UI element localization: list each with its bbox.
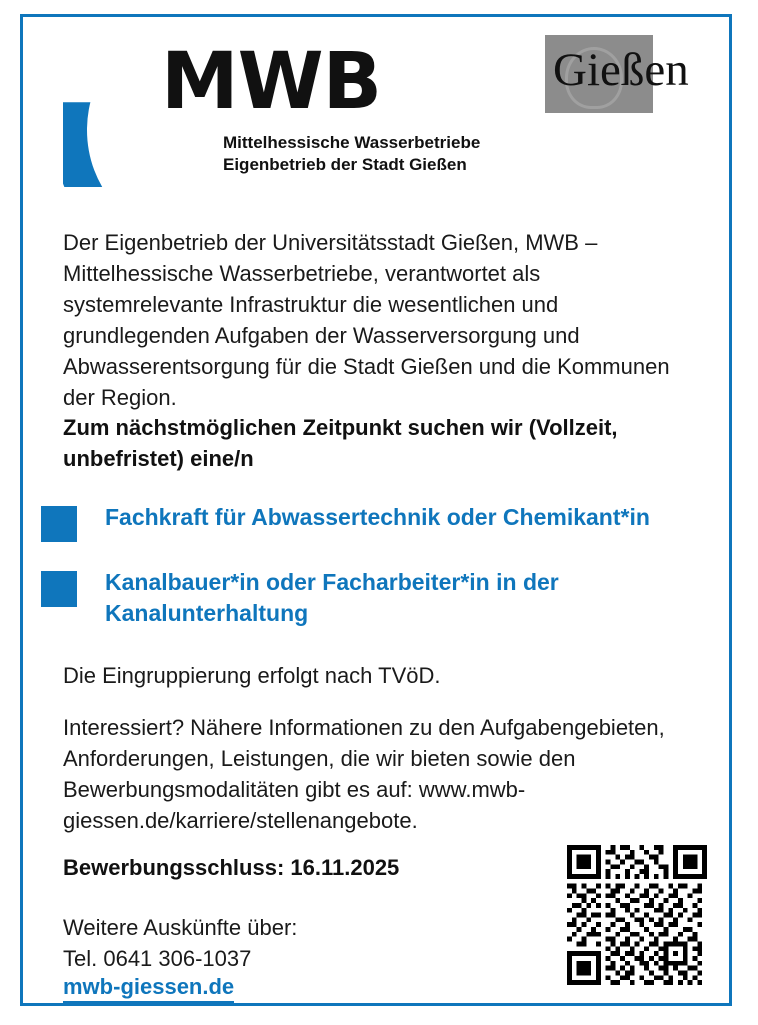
website-link[interactable]: mwb-giessen.de xyxy=(63,974,234,1003)
intro-paragraph: Der Eigenbetrieb der Universitätsstadt Gießen, MWB – Mittelhessische Wasserbetriebe, verantwortet als systemrelevante Infrastruktur die wesentlichen und grundlegenden Aufgaben der Wasserversorgung und Abwasserentsorgung für die Stadt Gießen und die Kommunen der Region. xyxy=(63,230,670,410)
application-deadline: Bewerbungsschluss: 16.11.2025 xyxy=(63,855,400,880)
lead-paragraph: Zum nächstmöglichen Zeitpunkt suchen wir (Vollzeit, unbefristet) eine/n xyxy=(63,415,618,471)
logo-wordmark: MWB xyxy=(161,37,382,127)
company-logo xyxy=(63,33,483,183)
contact-phone: Tel. 0641 306-1037 xyxy=(63,946,252,971)
job-title: Fachkraft für Abwassertechnik oder Chemikant*in xyxy=(105,504,650,530)
contact-label: Weitere Auskünfte über: xyxy=(63,915,298,940)
city-badge xyxy=(545,35,715,113)
qr-code[interactable] xyxy=(567,845,707,985)
accent-bar xyxy=(41,571,77,607)
pay-note: Die Eingruppierung erfolgt nach TVöD. xyxy=(63,663,441,688)
info-paragraph: Interessiert? Nähere Informationen zu den Aufgabengebieten, Anforderungen, Leistungen, die wir bieten sowie den Bewerbungsmodalitäten gibt es auf: www.mwb-giessen.de/karriere/stellenangebote. xyxy=(63,715,665,833)
accent-bar xyxy=(41,506,77,542)
logo-subtitle-line2: Eigenbetrieb der Stadt Gießen xyxy=(223,155,467,174)
job-advertisement xyxy=(20,14,732,1006)
contact-block xyxy=(63,912,523,974)
city-name: Gießen xyxy=(553,44,689,96)
logo-subtitle-line1: Mittelhessische Wasserbetriebe xyxy=(223,133,481,152)
job-title: Kanalbauer*in oder Facharbeiter*in in der Kanalunterhaltung xyxy=(105,569,559,626)
